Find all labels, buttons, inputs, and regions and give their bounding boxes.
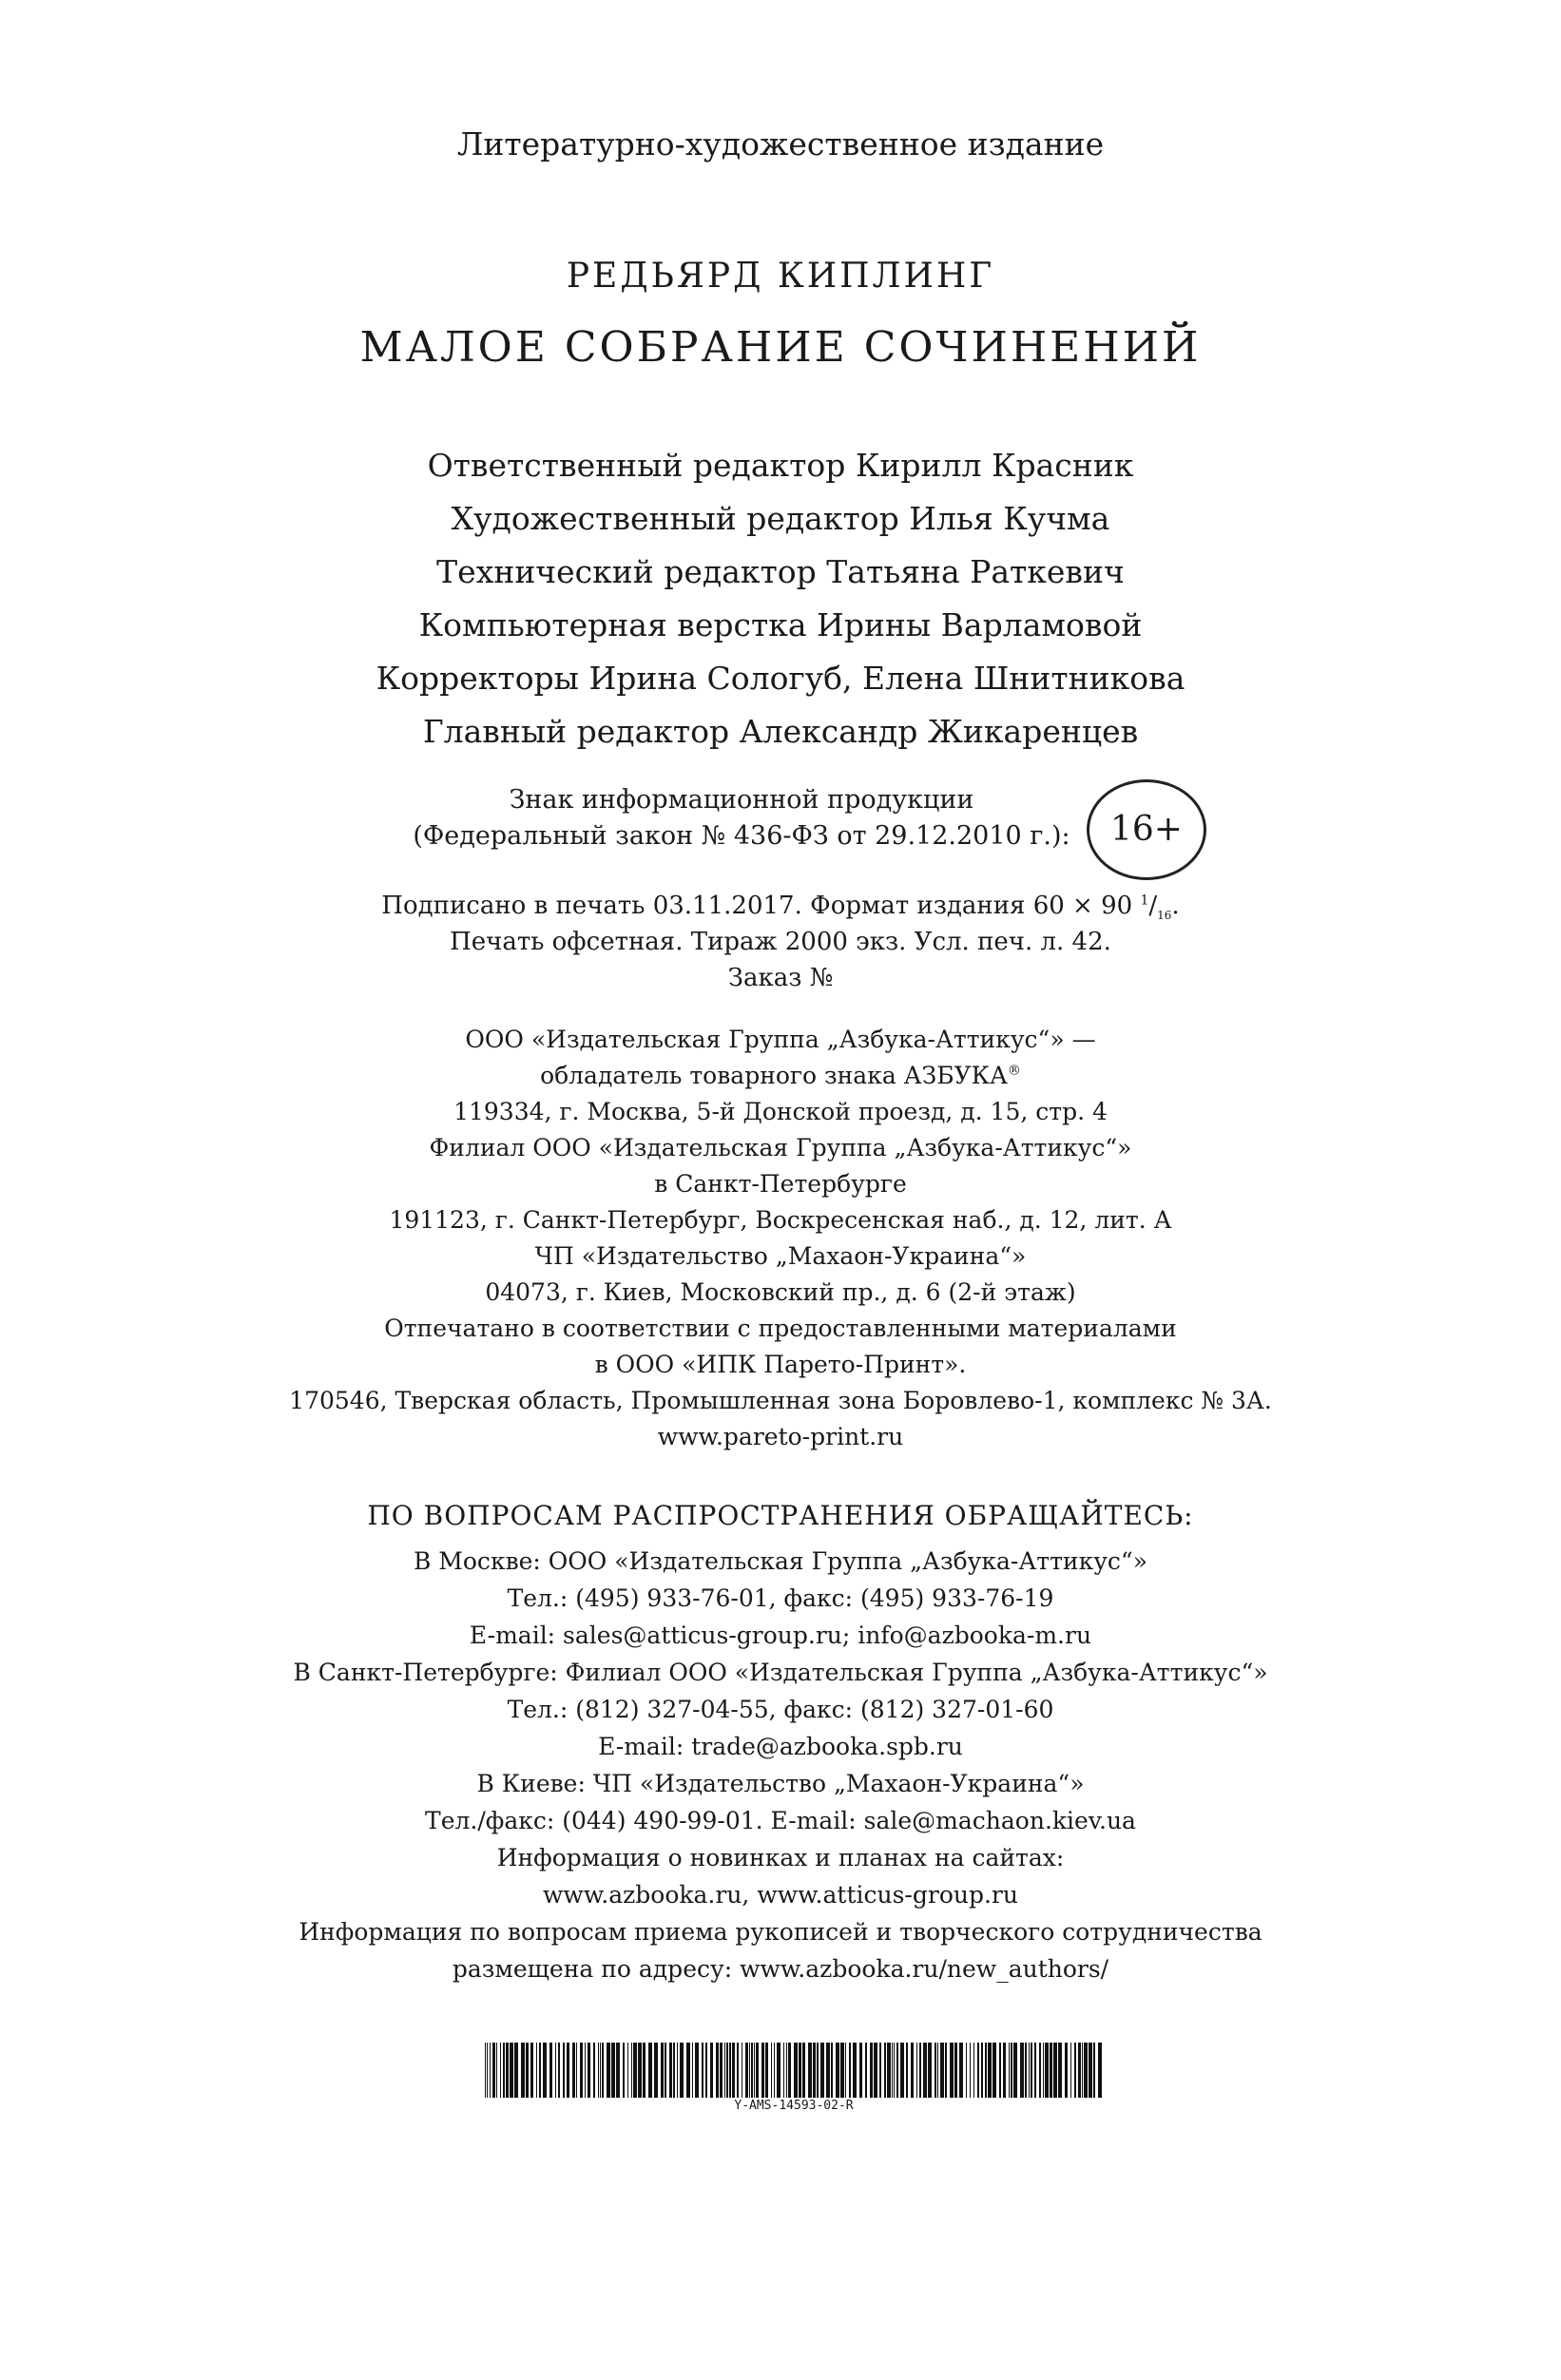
- barcode-bar: [745, 2043, 748, 2098]
- barcode-bar: [1050, 2043, 1052, 2098]
- barcode-bar: [648, 2043, 652, 2098]
- branch-address: 191123, г. Санкт-Петербург, Воскресенская наб., д. 12, лит. А: [389, 1206, 1172, 1234]
- barcode-bar: [771, 2043, 772, 2098]
- barcode-bar: [510, 2043, 513, 2098]
- barcode-bar: [774, 2043, 775, 2098]
- barcode-bar: [710, 2043, 713, 2098]
- barcode-bar: [1065, 2043, 1068, 2098]
- barcode-bar: [992, 2043, 996, 2098]
- barcode-bar: [496, 2043, 497, 2098]
- barcode-bar: [884, 2043, 886, 2098]
- barcode-bar: [543, 2043, 547, 2098]
- barcode-bar: [1070, 2043, 1071, 2098]
- barcode-bar: [894, 2043, 895, 2098]
- barcode-bar: [627, 2043, 628, 2098]
- barcode-bar: [808, 2043, 812, 2098]
- registered-mark: ®: [1007, 1063, 1021, 1079]
- staff-line: Главный редактор Александр Жикаренцев: [422, 713, 1139, 750]
- barcode-bar: [966, 2043, 967, 2098]
- manuscripts-info: Информация по вопросам приема рукописей и творческого сотрудничества: [299, 1918, 1262, 1946]
- barcode-bar: [1031, 2043, 1032, 2098]
- barcode-bar: [954, 2043, 957, 2098]
- barcode-bar: [576, 2043, 577, 2098]
- barcode-bar: [813, 2043, 816, 2098]
- barcode-bar: [563, 2043, 565, 2098]
- barcode-bar: [588, 2043, 590, 2098]
- kiev-contact: В Киеве: ЧП «Издательство „Махаон-Украина“»: [476, 1770, 1085, 1797]
- barcode-bar: [945, 2043, 947, 2098]
- barcode-bar: [749, 2043, 750, 2098]
- barcode-bar: [492, 2043, 495, 2098]
- barcode-bar: [726, 2043, 728, 2098]
- barcode-bar: [959, 2043, 963, 2098]
- barcode-bar: [1034, 2043, 1036, 2098]
- barcode-bar: [859, 2043, 862, 2098]
- printer-line: Отпечатано в соответствии с предоставленными материалами: [384, 1315, 1177, 1342]
- barcode-bar: [724, 2043, 725, 2098]
- barcode-bar: [580, 2043, 583, 2098]
- barcode-bar: [500, 2043, 501, 2098]
- barcode-bar: [536, 2043, 537, 2098]
- barcode-bar: [1078, 2043, 1081, 2098]
- moscow-contact: В Москве: ООО «Издательская Группа „Азбука-Аттикус“»: [413, 1547, 1148, 1575]
- barcode-bar: [623, 2043, 625, 2098]
- barcode-bar: [820, 2043, 824, 2098]
- barcode-bar: [602, 2043, 604, 2098]
- format-fraction: $^1/_{16}$: [1140, 892, 1172, 923]
- barcode-bar: [585, 2043, 586, 2098]
- barcode-bar: [607, 2043, 610, 2098]
- barcode-bar: [985, 2043, 987, 2098]
- barcode-bar: [555, 2043, 556, 2098]
- book-title: МАЛОЕ СОБРАНИЕ СОЧИНЕНИЙ: [359, 323, 1202, 372]
- barcode-bar: [1089, 2043, 1092, 2098]
- barcode-bar: [702, 2043, 703, 2098]
- barcode-bar: [970, 2043, 971, 2098]
- barcode-bar: [1045, 2043, 1049, 2098]
- barcode-bar: [906, 2043, 908, 2098]
- barcode-bar: [1003, 2043, 1006, 2098]
- barcode-bar: [849, 2043, 851, 2098]
- barcode-bar: [783, 2043, 784, 2098]
- barcode-bar: [1082, 2043, 1083, 2098]
- barcode-bar: [705, 2043, 707, 2098]
- order-number-line: Заказ №: [727, 964, 834, 992]
- news-sites: www.azbooka.ru, www.atticus-group.ru: [543, 1881, 1018, 1909]
- barcode-bar: [680, 2043, 684, 2098]
- barcode-bar: [761, 2043, 764, 2098]
- barcode-bar: [865, 2043, 867, 2098]
- barcode-bar: [638, 2043, 642, 2098]
- barcode-bar: [1058, 2043, 1062, 2098]
- trademark-line: обладатель товарного знака АЗБУКА®: [540, 1062, 1021, 1089]
- barcode-bar: [616, 2043, 620, 2098]
- barcode-bar: [1053, 2043, 1057, 2098]
- barcode-bar: [879, 2043, 881, 2098]
- barcode-bar: [754, 2043, 755, 2098]
- barcode-bar: [1025, 2043, 1027, 2098]
- barcode-bar: [1074, 2043, 1076, 2098]
- barcode-bar: [598, 2043, 599, 2098]
- barcode-bar: [487, 2043, 488, 2098]
- barcode-bar: [788, 2043, 791, 2098]
- barcode-bar: [977, 2043, 979, 2098]
- barcode-bar: [988, 2043, 992, 2098]
- barcode-bar: [935, 2043, 936, 2098]
- publisher-block: [0, 1022, 1561, 1455]
- barcode-bar: [673, 2043, 675, 2098]
- barcode-bar: [1011, 2043, 1012, 2098]
- print-run-line: Печать офсетная. Тираж 2000 экз. Усл. печ. л. 42.: [450, 928, 1111, 956]
- barcode-bar: [950, 2043, 954, 2098]
- barcode-bar: [1013, 2043, 1017, 2098]
- printer-name: в ООО «ИПК Парето-Принт».: [594, 1351, 967, 1378]
- staff-line: Ответственный редактор Кирилл Красник: [427, 447, 1134, 484]
- barcode-bar: [686, 2043, 690, 2098]
- barcode-bar: [892, 2043, 893, 2098]
- info-sign-line: Знак информационной продукции: [509, 785, 974, 815]
- barcode-bar: [485, 2043, 486, 2098]
- barcode-bar: [631, 2043, 632, 2098]
- barcode-bar: [514, 2043, 518, 2098]
- barcode-bar: [572, 2043, 575, 2098]
- barcode-bar: [732, 2043, 735, 2098]
- info-product-sign-text: [376, 782, 1108, 854]
- barcode-bar: [1093, 2043, 1095, 2098]
- barcode-bar: [840, 2043, 844, 2098]
- barcode-bar: [558, 2043, 560, 2098]
- barcode-bar: [1098, 2043, 1102, 2098]
- barcode-bar: [817, 2043, 819, 2098]
- barcode-bar: [503, 2043, 505, 2098]
- barcode-bar: [836, 2043, 839, 2098]
- barcode-bar: [669, 2043, 672, 2098]
- author-name: РЕДЬЯРД КИПЛИНГ: [566, 257, 995, 296]
- printer-url: www.pareto-print.ru: [657, 1423, 904, 1450]
- barcode-bar: [1009, 2043, 1010, 2098]
- barcode-bar: [911, 2043, 914, 2098]
- staff-line: Технический редактор Татьяна Раткевич: [436, 553, 1125, 590]
- age-rating-badge: 16+: [1087, 779, 1206, 880]
- barcode-bar: [567, 2043, 569, 2098]
- barcode-bar: [530, 2043, 533, 2098]
- barcode-bar: [799, 2043, 801, 2098]
- barcode-bar: [874, 2043, 877, 2098]
- print-signed-line: Подписано в печать 03.11.2017. Формат издания 60 × 90 $^1/_{16}$.: [381, 892, 1180, 923]
- barcode-bar: [870, 2043, 873, 2098]
- barcode-bar: [695, 2043, 699, 2098]
- news-info: Информация о новинках и планах на сайтах:: [496, 1844, 1065, 1871]
- barcode-bar: [692, 2043, 693, 2098]
- staff-line: Корректоры Ирина Сологуб, Елена Шнитникова: [376, 660, 1185, 697]
- barcode-bar: [1020, 2043, 1024, 2098]
- distribution-heading: ПО ВОПРОСАМ РАСПРОСТРАНЕНИЯ ОБРАЩАЙТЕСЬ:: [367, 1500, 1194, 1531]
- barcode-bar: [900, 2043, 904, 2098]
- staff-line: Художественный редактор Илья Кучма: [451, 500, 1110, 537]
- barcode-bar: [887, 2043, 891, 2098]
- barcode-bar: [896, 2043, 898, 2098]
- barcode-bar: [593, 2043, 595, 2098]
- barcode-bar: [777, 2043, 780, 2098]
- barcode-bar: [794, 2043, 798, 2098]
- moscow-phone: Тел.: (495) 933-76-01, факс: (495) 933-76-19: [507, 1584, 1054, 1612]
- staff-credits: [0, 439, 1561, 758]
- barcode-bar: [940, 2043, 944, 2098]
- barcode-bar: [729, 2043, 731, 2098]
- edition-type: Литературно-художественное издание: [456, 125, 1105, 163]
- barcode-bar: [916, 2043, 917, 2098]
- barcode-bar: [751, 2043, 753, 2098]
- barcode-bar: [526, 2043, 529, 2098]
- barcode-bar: [654, 2043, 658, 2098]
- barcode-bar: [611, 2043, 615, 2098]
- spb-email: E-mail: trade@azbooka.spb.ru: [598, 1733, 963, 1760]
- barcode-bar: [928, 2043, 932, 2098]
- publisher-address: 119334, г. Москва, 5-й Донской проезд, д. 15, стр. 4: [453, 1098, 1108, 1125]
- barcode-bar: [677, 2043, 678, 2098]
- barcode-bar: [981, 2043, 983, 2098]
- barcode-bar: [1029, 2043, 1030, 2098]
- barcode-bar: [1039, 2043, 1041, 2098]
- spb-phone: Тел.: (812) 327-04-55, факс: (812) 327-01-60: [507, 1696, 1054, 1723]
- spb-contact: В Санкт-Петербурге: Филиал ООО «Издательская Группа „Азбука-Аттикус“»: [293, 1659, 1268, 1686]
- barcode-bar: [600, 2043, 601, 2098]
- barcode: [485, 2043, 1103, 2098]
- barcode-bar: [802, 2043, 805, 2098]
- barcode-bar: [937, 2043, 938, 2098]
- barcode-bar: [490, 2043, 491, 2098]
- barcode-bar: [737, 2043, 739, 2098]
- branch-city: в Санкт-Петербурге: [654, 1170, 907, 1198]
- barcode-bar: [1084, 2043, 1088, 2098]
- branch-name: Филиал ООО «Издательская Группа „Азбука-Аттикус“»: [429, 1134, 1132, 1161]
- barcode-bar: [1043, 2043, 1044, 2098]
- barcode-bar: [549, 2043, 552, 2098]
- kiev-phone: Тел./факс: (044) 490-99-01. E-mail: sale@machaon.kiev.ua: [425, 1807, 1136, 1834]
- print-details: [0, 888, 1561, 996]
- barcode-bar: [765, 2043, 768, 2098]
- print-signed-text: Подписано в печать 03.11.2017. Формат издания 60 × 90: [381, 892, 1133, 920]
- barcode-bar: [826, 2043, 830, 2098]
- barcode-bar: [716, 2043, 719, 2098]
- ukraine-publisher-name: ЧП «Издательство „Махаон-Украина“»: [534, 1242, 1027, 1270]
- barcode-bar: [539, 2043, 541, 2098]
- barcode-bar: [720, 2043, 723, 2098]
- moscow-email: E-mail: sales@atticus-group.ru; info@azbooka-m.ru: [469, 1622, 1092, 1649]
- barcode-bar: [853, 2043, 857, 2098]
- staff-line: Компьютерная верстка Ирины Варламовой: [418, 606, 1143, 643]
- barcode-bar: [831, 2043, 833, 2098]
- barcode-bar: [919, 2043, 921, 2098]
- printer-address: 170546, Тверская область, Промышленная зона Боровлево-1, комплекс № 3А.: [289, 1387, 1272, 1414]
- barcode-bar: [999, 2043, 1001, 2098]
- publisher-name: ООО «Издательская Группа „Азбука-Аттикус“» —: [465, 1026, 1096, 1053]
- barcode-bar: [923, 2043, 927, 2098]
- barcode-bar: [521, 2043, 525, 2098]
- barcode-bar: [973, 2043, 974, 2098]
- info-sign-law: (Федеральный закон № 436-ФЗ от 29.12.2010 г.):: [413, 821, 1070, 851]
- barcode-bar: [661, 2043, 664, 2098]
- barcode-bar: [633, 2043, 637, 2098]
- barcode-bar: [665, 2043, 666, 2098]
- barcode-bar: [845, 2043, 846, 2098]
- barcode-code: Y-AMS-14593-02-R: [734, 2099, 854, 2113]
- distribution-contacts: [0, 1543, 1561, 1987]
- barcode-bar: [786, 2043, 787, 2098]
- barcode-bar: [756, 2043, 759, 2098]
- barcode-bar: [506, 2043, 509, 2098]
- barcode-bar: [643, 2043, 646, 2098]
- manuscripts-url: размещена по адресу: www.azbooka.ru/new_authors/: [452, 1955, 1109, 1983]
- ukraine-publisher-address: 04073, г. Киев, Московский пр., д. 6 (2-й этаж): [485, 1278, 1076, 1306]
